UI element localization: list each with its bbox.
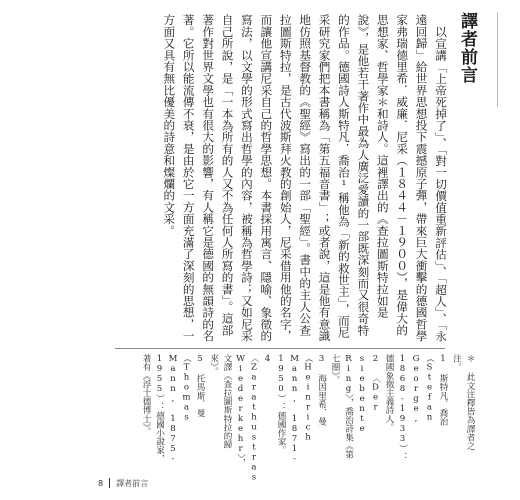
body-text	[120, 14, 450, 342]
page-number: 8	[98, 478, 104, 488]
page-footer	[98, 476, 148, 490]
footnote: 2 〈Der siebente Ring〉，喬治詩集《第七圈》。	[330, 354, 381, 459]
body-paragraph: 以宣講「上帝死掉了」、「對一切價值重新評估」、「超人」、「永遠回歸」給世界思想投下震撼原子彈，帶來巨大衝擊的德國哲學家弗瑞德里希．威廉．尼采（１８４４－１９００），是偉大的思想家、哲學家＊和詩人。這裡譯出的《查拉圖斯特拉如是說》，是他若干著作中最為人廣泛愛讀的一部既深刻而又很奇特的作品。德國詩人斯特凡．喬治¹稱他為「新的救世主」，而尼采研究家們把本書稱為「第五福音書」；或者說，這是他有意識地仿照基督教的《聖經》寫出的一部「聖經」。書中的主人公查拉圖斯特拉，是古代波斯拜火教的創始人，尼采借用他的名字，而讓他宣講尼采自己的哲學思想。本書採用寓言、隱喻、象徵的寫法，以文學的形式寫出哲學的內容，被稱為哲學詩；又如尼采自己所說，是「一本為所有的人又不為任何人所寫的書」。這部著作對世界文學也有很大的影響，有人稱它是德國的無韻詩的名著。它所以能流傳不衰，是由於它一方面充滿了深刻的思想，一方面又具有無比優美的詩意和燦爛的文采。	[162, 14, 448, 342]
footnote-divider	[115, 348, 445, 349]
running-header: 譯者前言	[116, 478, 149, 488]
footnote: ＊ 此文注釋皆為譯者之注。	[451, 354, 475, 450]
footnote: 5 托馬斯．曼（Thomas Mann, 1875-1955）：德國小說家，著有《浮士德博士》。	[141, 354, 205, 464]
page-title: 譯者前言	[457, 12, 477, 84]
footnote: 1 斯特凡．喬治（Stefan George, 1868-1933）：德國象徵主義詩人。	[384, 354, 448, 462]
footnotes	[141, 354, 476, 483]
footer-separator	[109, 478, 110, 488]
title-rule	[497, 12, 498, 107]
footnote: 3 海因里希．曼（Heinrich Mann, 1871-1950）：德國作家。	[276, 354, 327, 464]
footnote: 4 〈Zarathustras Wiederkehr〉，文譯《查拉圖斯特拉的歸來》。	[208, 354, 273, 483]
